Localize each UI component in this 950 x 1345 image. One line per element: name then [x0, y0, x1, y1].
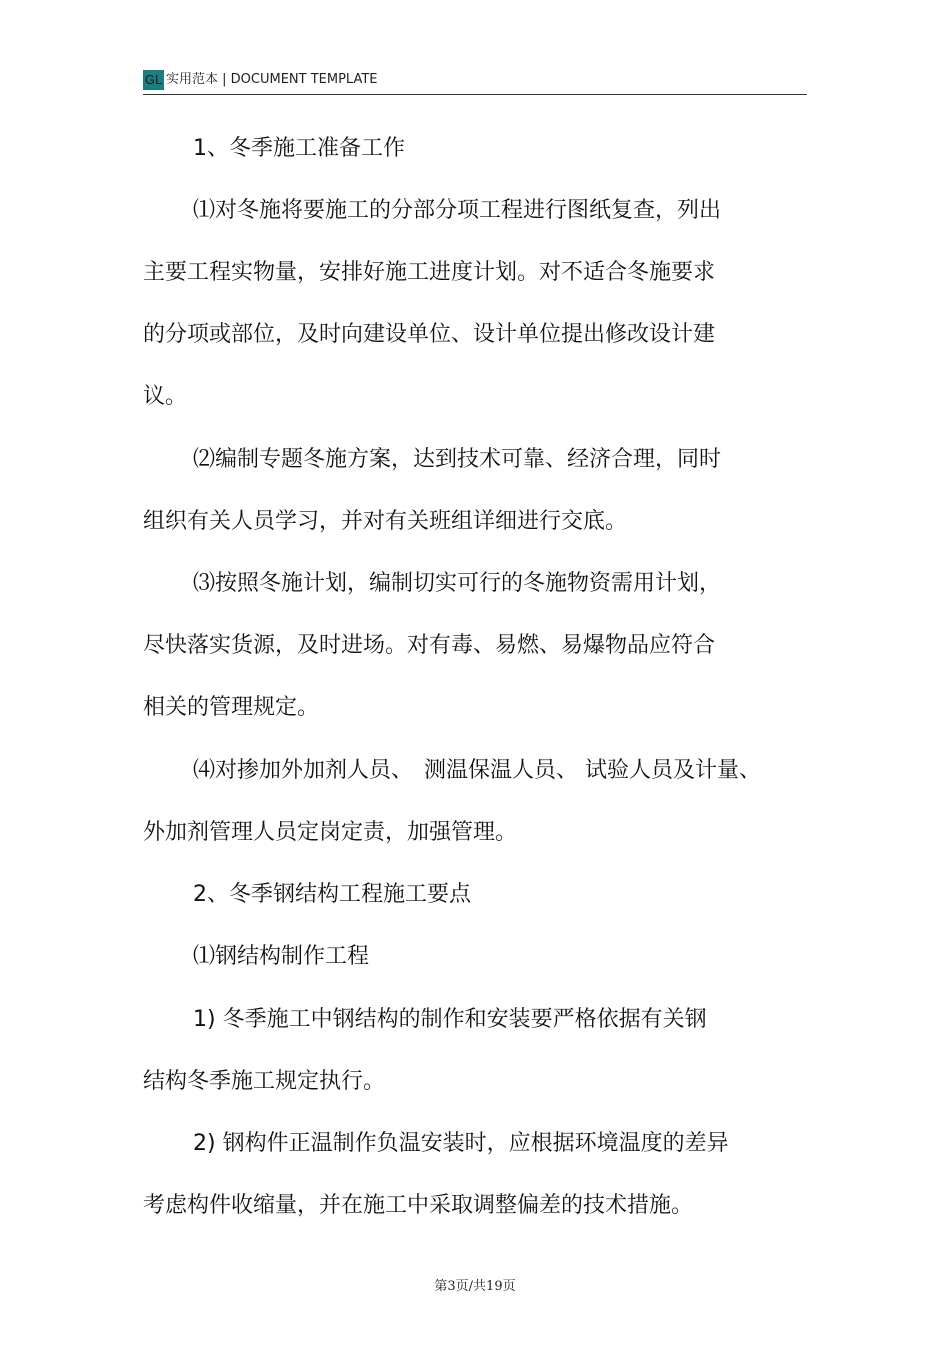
paragraph-line: ⑵编制专题冬施方案，达到技术可靠、经济合理，同时 — [193, 447, 722, 472]
paragraph-line: 相关的管理规定。 — [143, 695, 320, 720]
paragraph-line: 考虑构件收缩量，并在施工中采取调整偏差的技术措施。 — [143, 1193, 694, 1218]
gl-logo: GL — [143, 70, 164, 90]
paragraph-line: 1) 冬季施工中钢结构的制作和安装要严格依据有关钢 — [193, 1007, 707, 1032]
header-title: 实用范本 | DOCUMENT TEMPLATE — [166, 72, 378, 87]
paragraph-line: 的分项或部位，及时向建设单位、设计单位提出修改设计建 — [143, 322, 716, 347]
paragraph-line: ⑴对冬施将要施工的分部分项工程进行图纸复查，列出 — [193, 198, 722, 223]
paragraph-line: 议。 — [143, 384, 188, 409]
paragraph-line: 尽快落实货源，及时进场。对有毒、易燃、易爆物品应符合 — [143, 633, 716, 658]
paragraph-line: 外加剂管理人员定岗定责，加强管理。 — [143, 820, 518, 845]
subsection-heading: ⑴钢结构制作工程 — [193, 944, 370, 969]
paragraph-line: ⑷对掺加外加剂人员、 测温保温人员、 试验人员及计量、 — [193, 758, 761, 783]
section-heading: 2、冬季钢结构工程施工要点 — [193, 882, 471, 907]
paragraph-line: 2) 钢构件正温制作负温安装时，应根据环境温度的差异 — [193, 1131, 729, 1156]
paragraph-line: 主要工程实物量，安排好施工进度计划。对不适合冬施要求 — [143, 260, 716, 285]
paragraph-line: 结构冬季施工规定执行。 — [143, 1069, 386, 1094]
paragraph-line: ⑶按照冬施计划，编制切实可行的冬施物资需用计划， — [193, 571, 722, 596]
page-number: 第3页/共19页 — [434, 1279, 516, 1294]
paragraph-line: 组织有关人员学习，并对有关班组详细进行交底。 — [143, 509, 628, 534]
page-header — [143, 68, 807, 95]
section-heading: 1、冬季施工准备工作 — [193, 136, 405, 161]
